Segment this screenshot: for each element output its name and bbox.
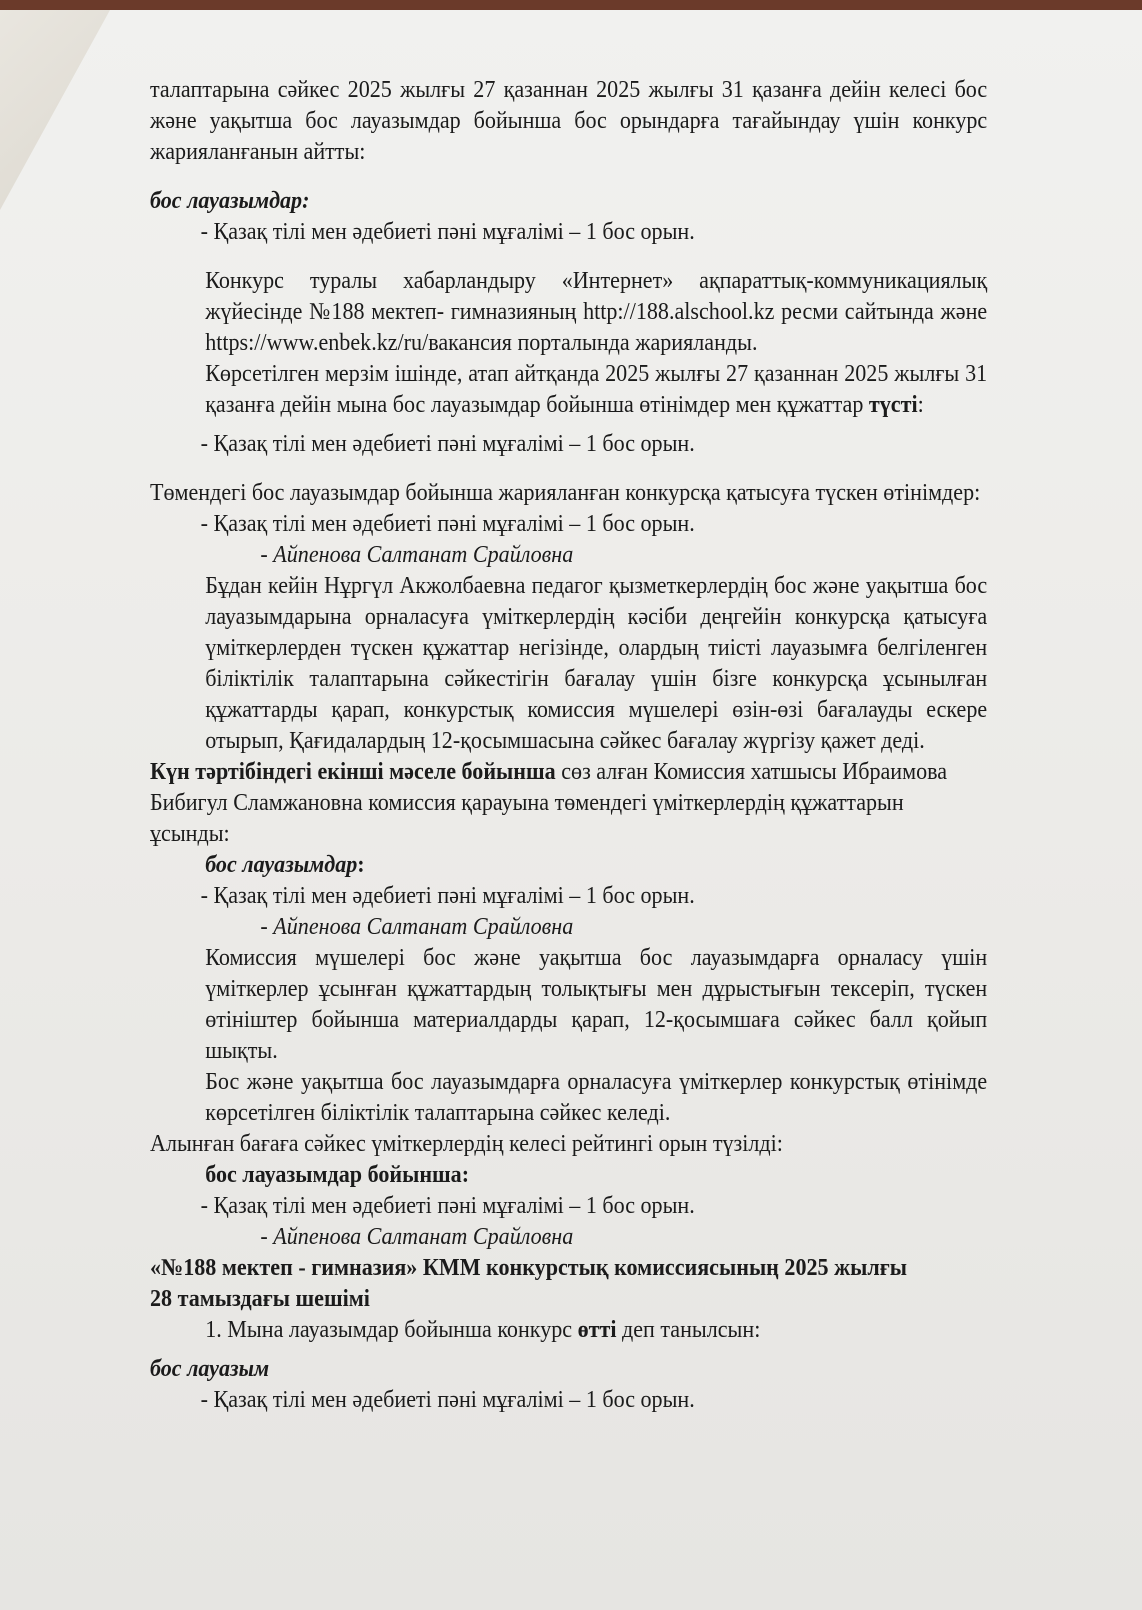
paragraph-publication: Конкурс туралы хабарландыру «Интернет» ақпараттық-коммуникациялық жүйесінде №188 мектеп- гимназияның http://188.alschool.kz ресми сайтында және https://www.enbek.kz/ru/вакансия порталында жарияланды. [205, 268, 988, 356]
vacancy-heading: бос лауазым [150, 1356, 270, 1382]
applications-bold: түсті [868, 392, 918, 418]
vacancies-heading [150, 850, 987, 881]
paragraph-applications-received [150, 359, 987, 421]
decision-item-text: 1. Мына лауазымдар бойынша конкурс [205, 1317, 578, 1343]
paragraph-qualification-match: Бос және уақытша бос лауазымдарға орналасуға үміткерлер конкурстық өтінімде көрсетілген біліктілік талаптарына сәйкес келеді. [205, 1069, 988, 1126]
paragraph-announcement: талаптарына сәйкес 2025 жылғы 27 қазаннан 2025 жылғы 31 қазанға дейін келесі бос және уақытша бос лауазымдар бойынша бос орындарға тағайындау үшін конкурс жарияланғанын айтты: [150, 77, 988, 165]
paragraph-evaluation: Бұдан кейін Нұргүл Акжолбаевна педагог қызметкерлердің бос және уақытша бос лауазымдарына орналасуға үміткерлердің кәсіби деңгейін конкурсқа қатысуға үміткерлерден түскен құжаттар негізінде, олардың тиісті лауазымға белгіленген біліктілік талаптарына сәйкестігін бағалау үшін бізге конкурсқа ұсынылған құжаттарды қарап, конкурстық комиссия мүшелері өзін-өзі бағалауды ескере отырып, Қағидалардың 12-қосымшасына сәйкес бағалау жүргізу қажет деді. [205, 573, 988, 754]
decision-item-end: деп танылсын: [616, 1317, 761, 1343]
candidate-name: - Айпенова Салтанат Срайловна [260, 1224, 574, 1250]
decision-item-1 [150, 1315, 987, 1346]
document-body [150, 75, 987, 1416]
document-page [0, 10, 1142, 1610]
decision-item-bold: өтті [577, 1317, 617, 1343]
vacancy-item: - Қазақ тілі мен әдебиеті пәні мұғалімі – 1 бос орын. [200, 431, 695, 457]
vacancy-item: - Қазақ тілі мен әдебиеті пәні мұғалімі – 1 бос орын. [200, 219, 695, 245]
vacancy-item: - Қазақ тілі мен әдебиеті пәні мұғалімі – 1 бос орын. [200, 883, 695, 909]
agenda-item-text: сөз алған Комиссия хатшысы Ибраимова Бибигул Сламжановна комиссия қарауына төмендегі үміткерлердің құжаттарын ұсынды: [150, 759, 948, 847]
decision-title: «№188 мектеп - гимназия» КММ конкурстық комиссиясының 2025 жылғы 28 тамыздағы шешімі [150, 1255, 908, 1312]
page-fold-corner [0, 10, 110, 210]
vacancies-heading-colon: : [357, 852, 365, 878]
vacancies-heading: бос лауазымдар: [150, 188, 310, 214]
paragraph-rating: Алынған бағаға сәйкес үміткерлердің келесі рейтингі орын түзілді: [150, 1131, 783, 1157]
vacancy-item: - Қазақ тілі мен әдебиеті пәні мұғалімі – 1 бос орын. [200, 1387, 695, 1413]
vacancy-item: - Қазақ тілі мен әдебиеті пәні мұғалімі – 1 бос орын. [200, 1193, 695, 1219]
paragraph-second-item [150, 757, 987, 850]
agenda-item-bold: Күн тәртібіндегі екінші мәселе бойынша [150, 759, 556, 785]
paragraph-document-review: Комиссия мүшелері бос және уақытша бос лауазымдарға орналасу үшін үміткерлер ұсынған құжаттардың толықтығы мен дұрыстығын тексеріп, түскен өтініштер бойынша материалдарды қарап, 12-қосымшаға сәйкес балл қойып шықты. [205, 945, 988, 1064]
applications-text: Көрсетілген мерзім ішінде, атап айтқанда 2025 жылғы 27 қазаннан 2025 жылғы 31 қазанға дейін мына бос лауазымдар бойынша өтінімдер мен құжаттар [205, 361, 988, 418]
candidate-name: - Айпенова Салтанат Срайловна [260, 914, 574, 940]
candidate-name: - Айпенова Салтанат Срайловна [260, 542, 574, 568]
vacancy-item: - Қазақ тілі мен әдебиеті пәні мұғалімі – 1 бос орын. [200, 511, 695, 537]
vacancies-heading-text: бос лауазымдар [205, 852, 358, 878]
paragraph-submitted-applications: Төмендегі бос лауазымдар бойынша жарияланған конкурсқа қатысуға түскен өтінімдер: [150, 480, 981, 506]
applications-end: : [917, 392, 924, 418]
vacancies-by-heading: бос лауазымдар бойынша: [205, 1162, 470, 1188]
